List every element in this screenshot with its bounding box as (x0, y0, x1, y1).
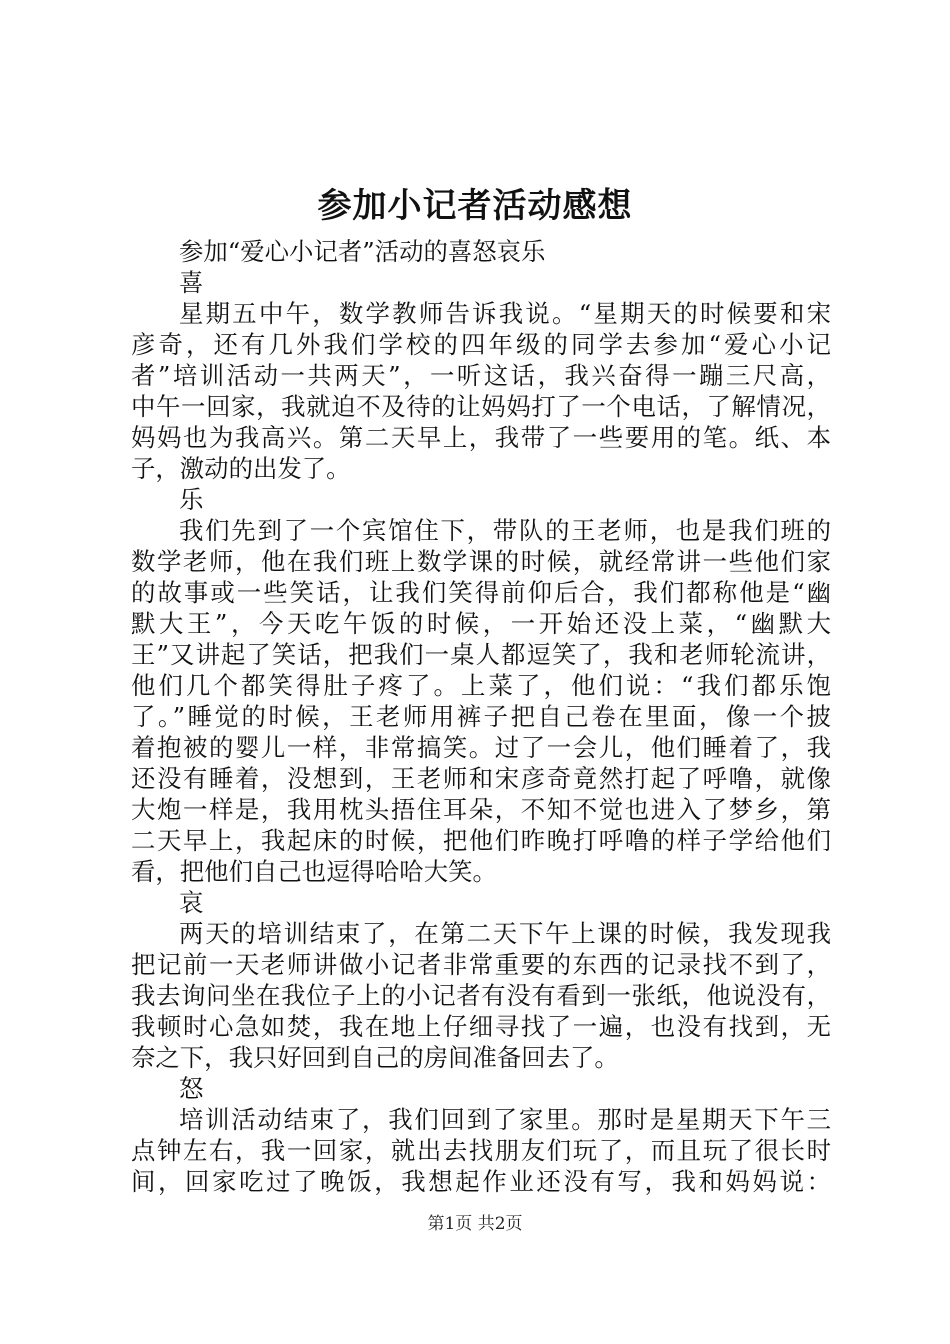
paragraph-line: 间，回家吃过了晚饭，我想起作业还没有写，我和妈妈说： (131, 1167, 831, 1196)
paragraph-line: 我们先到了一个宾馆住下，带队的王老师，也是我们班的 (179, 516, 831, 545)
section-heading-xi: 喜 (179, 268, 204, 297)
paragraph-line: 者”培训活动一共两天”，一听这话，我兴奋得一蹦三尺高， (131, 361, 831, 390)
paragraph-line: 子，激动的出发了。 (131, 454, 351, 483)
paragraph-line: 大炮一样是，我用枕头捂住耳朵，不知不觉也进入了梦乡，第 (131, 795, 831, 824)
paragraph-line: 培训活动结束了，我们回到了家里。那时是星期天下午三 (179, 1105, 831, 1134)
paragraph-line: 彦奇，还有几外我们学校的四年级的同学去参加“爱心小记 (131, 330, 831, 359)
document-body (131, 236, 831, 1197)
paragraph-line: 星期五中午，数学教师告诉我说。“星期天的时候要和宋 (179, 299, 831, 328)
paragraph-line: 他们几个都笑得肚子疼了。上菜了，他们说：“我们都乐饱 (131, 671, 831, 700)
paragraph-line: 的故事或一些笑话，让我们笑得前仰后合，我们都称他是“幽 (131, 578, 831, 607)
paragraph-line: 把记前一天老师讲做小记者非常重要的东西的记录找不到了， (131, 950, 831, 979)
section-heading-le: 乐 (179, 485, 204, 514)
paragraph-line: 我顿时心急如焚，我在地上仔细寻找了一遍，也没有找到，无 (131, 1012, 831, 1041)
section-heading-ai: 哀 (179, 888, 204, 917)
paragraph-line: 二天早上，我起床的时候，把他们昨晚打呼噜的样子学给他们 (131, 826, 831, 855)
section-heading-nu: 怒 (179, 1074, 204, 1103)
paragraph-line: 着抱被的婴儿一样，非常搞笑。过了一会儿，他们睡着了，我 (131, 733, 831, 762)
paragraph-line: 中午一回家，我就迫不及待的让妈妈打了一个电话，了解情况， (131, 392, 831, 421)
paragraph-line: 王”又讲起了笑话，把我们一桌人都逗笑了，我和老师轮流讲， (131, 640, 831, 669)
paragraph-line: 默大王”，今天吃午饭的时候，一开始还没上菜，“幽默大 (131, 609, 831, 638)
paragraph-line: 还没有睡着，没想到，王老师和宋彦奇竟然打起了呼噜，就像 (131, 764, 831, 793)
paragraph-line: 看，把他们自己也逗得哈哈大笑。 (131, 857, 497, 886)
subtitle: 参加“爱心小记者”活动的喜怒哀乐 (179, 237, 546, 266)
paragraph-line: 数学老师，他在我们班上数学课的时候，就经常讲一些他们家 (131, 547, 831, 576)
paragraph-line: 妈妈也为我高兴。第二天早上，我带了一些要用的笔。纸、本 (131, 423, 831, 452)
paragraph-line: 奈之下，我只好回到自己的房间准备回去了。 (131, 1043, 619, 1072)
paragraph-line: 点钟左右，我一回家，就出去找朋友们玩了，而且玩了很长时 (131, 1136, 831, 1165)
paragraph-line: 我去询问坐在我位子上的小记者有没有看到一张纸，他说没有， (131, 981, 831, 1010)
page-footer: 第1页 共2页 (427, 1214, 523, 1234)
paragraph-line: 了。”睡觉的时候，王老师用裤子把自己卷在里面，像一个披 (131, 702, 831, 731)
paragraph-line: 两天的培训结束了，在第二天下午上课的时候，我发现我 (179, 919, 831, 948)
page-title: 参加小记者活动感想 (317, 186, 633, 226)
